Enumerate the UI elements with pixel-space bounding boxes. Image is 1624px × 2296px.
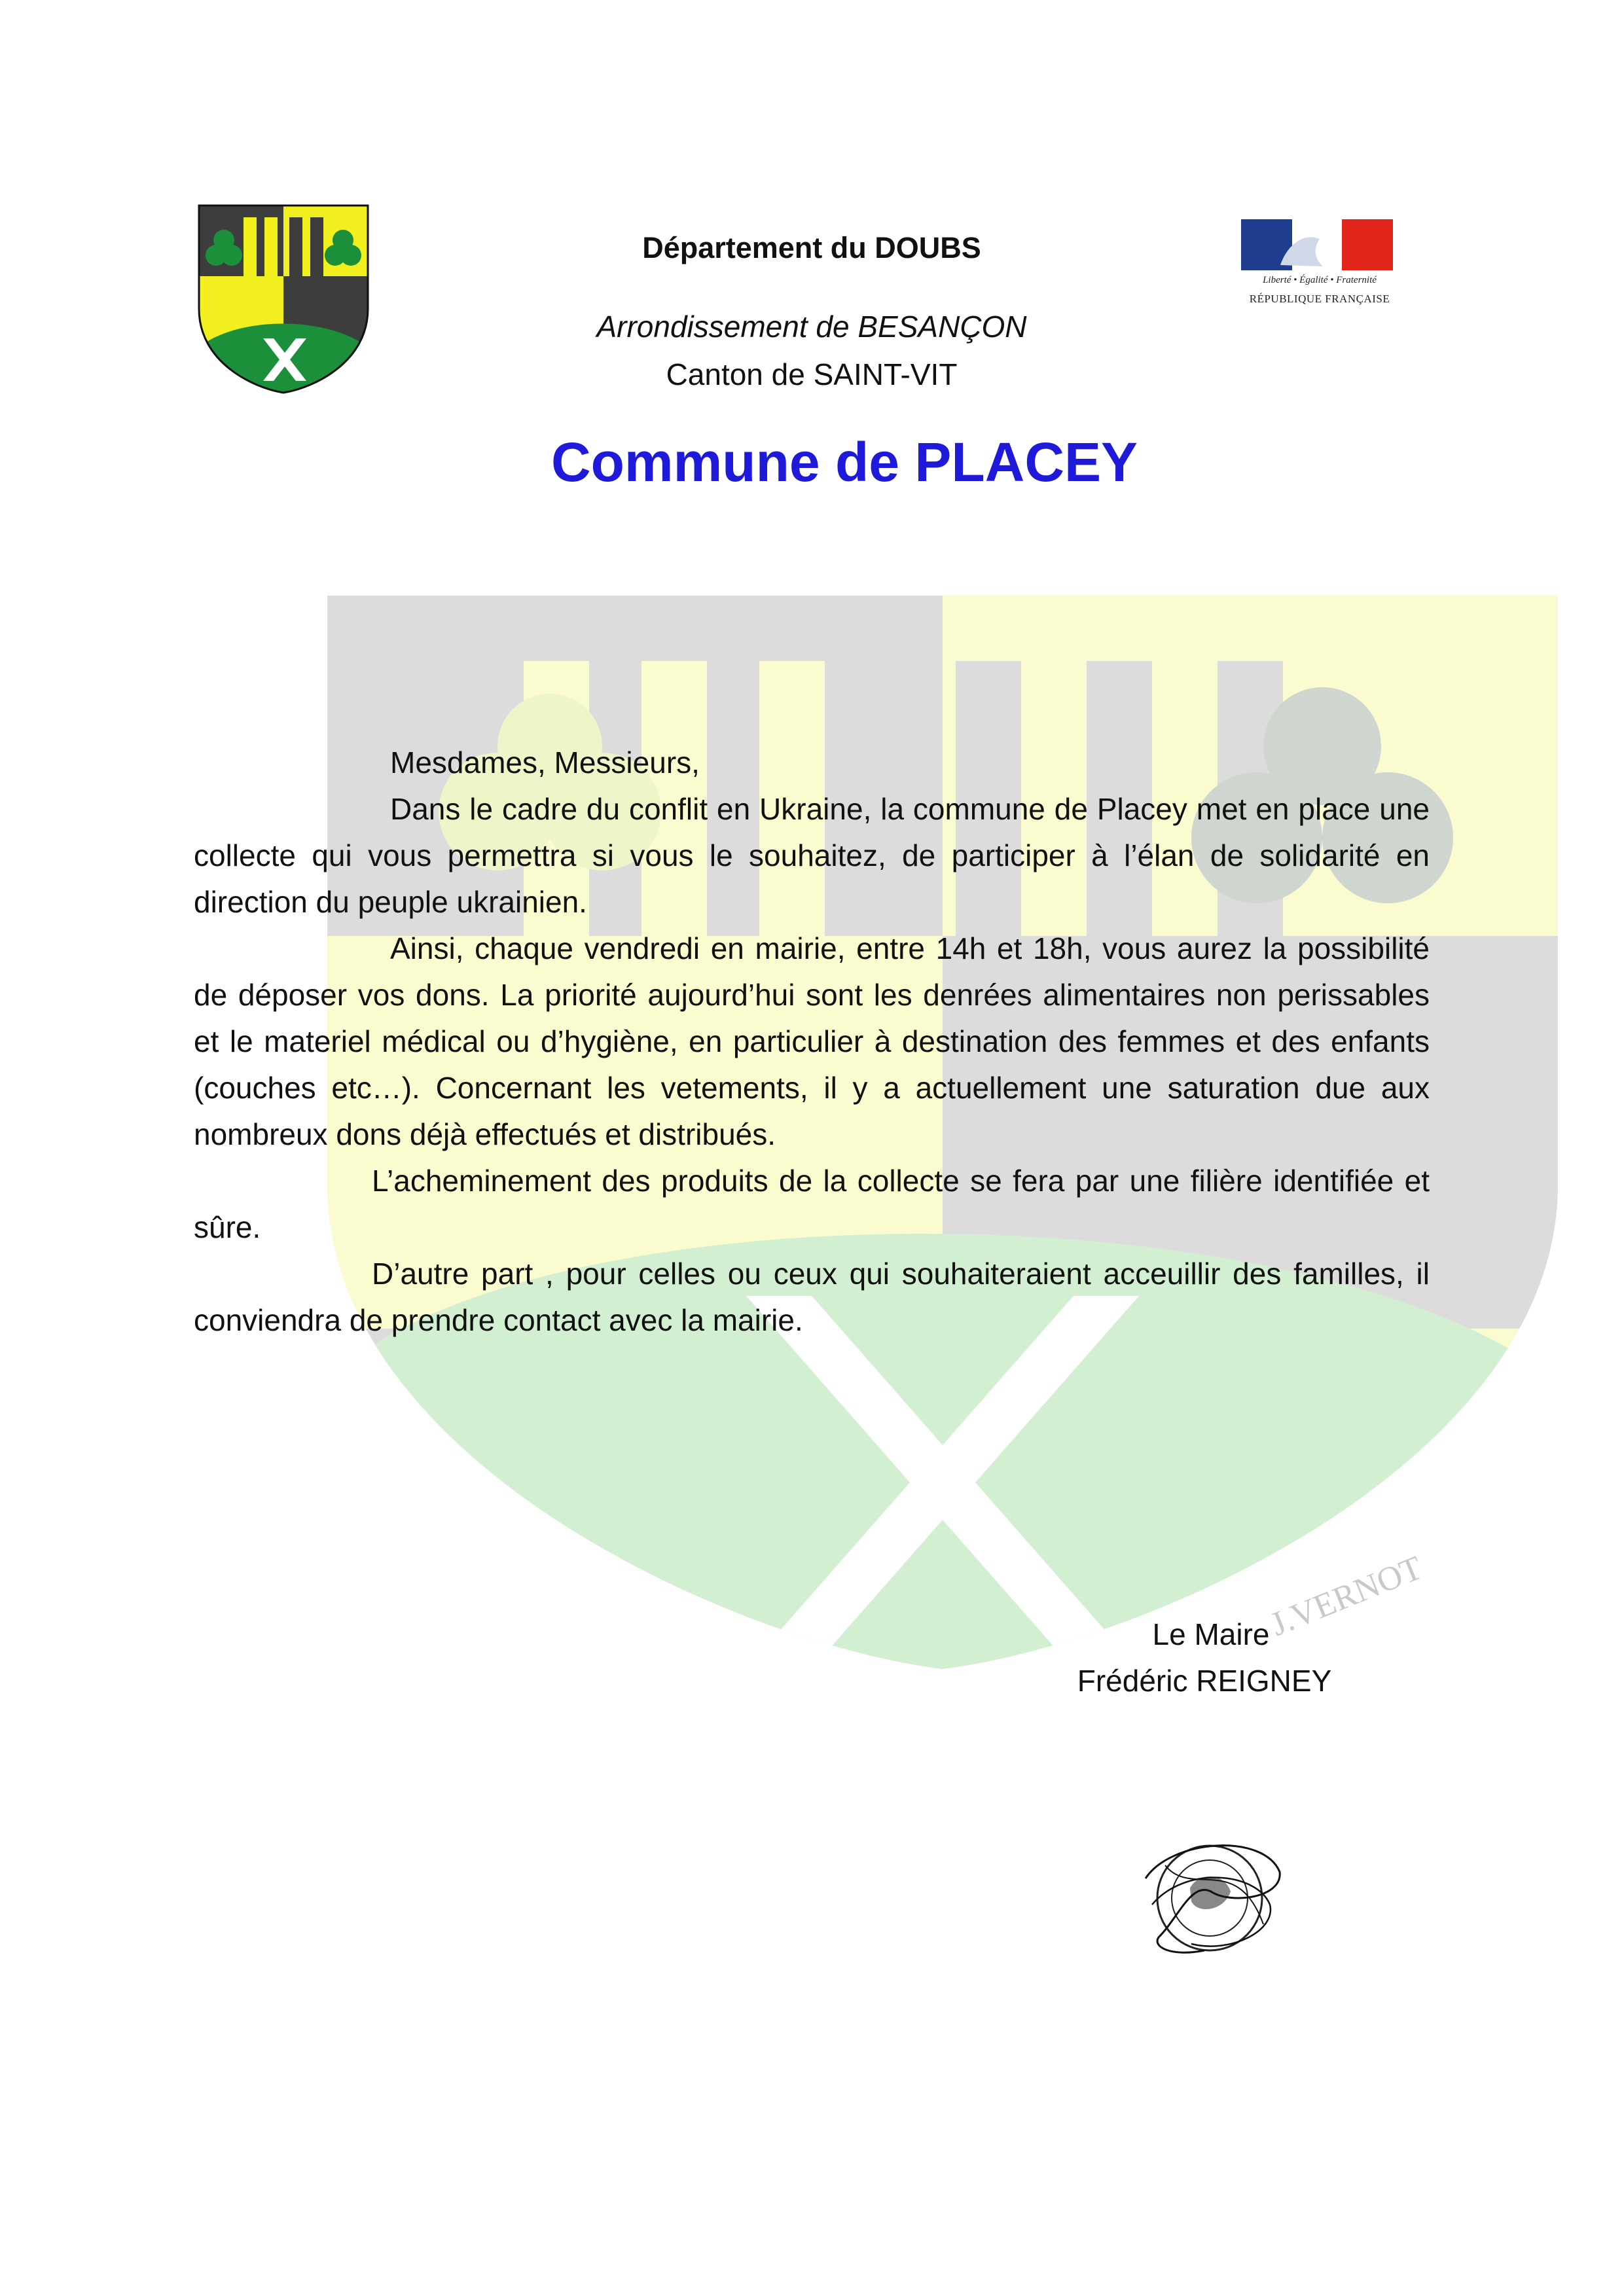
marianne-flag-icon (1241, 219, 1393, 270)
signature-name: Frédéric REIGNEY (1077, 1664, 1332, 1698)
arrondissement-line: Arrondissement de BESANÇON (596, 310, 1027, 344)
paragraph-1: Dans le cadre du conflit en Ukraine, la commune de Placey met en place une collecte qui vous permettra si vous le souhaitez, de participer à l’élan de solidarité en direction du peuple ukrainien. (194, 792, 1430, 919)
official-stamp-icon (1132, 1826, 1290, 1964)
rf-name: RÉPUBLIQUE FRANÇAISE (1249, 293, 1390, 305)
signature-title: Le Maire (1152, 1617, 1270, 1651)
rf-motto: Liberté • Égalité • Fraternité (1263, 275, 1377, 285)
department-title: Département du DOUBS (642, 231, 981, 264)
paragraph-2: Ainsi, chaque vendredi en mairie, entre 14h et 18h, vous aurez la possibilité de déposer vos dons. La priorité aujourd’hui sont les denrées alimentaires non perissables et le materiel médical ou d’hygiène, en particulier à destination des femmes et des enfants (couches etc…). Concernant les vetements, il y a actuellement une saturation due aux nombreux dons déjà effectués et distribués. (194, 931, 1430, 1151)
commune-title: Commune de PLACEY (550, 431, 1138, 493)
republique-francaise-logo (1241, 219, 1398, 314)
canton-line: Canton de SAINT-VIT (666, 357, 958, 391)
watermark-signature: J.VERNOT (1265, 1549, 1428, 1644)
salutation: Mesdames, Messieurs, (390, 745, 700, 780)
paragraph-4: D’autre part , pour celles ou ceux qui souhaiteraient acceuillir des familles, il conviendra de prendre contact avec la mairie. (194, 1257, 1430, 1337)
paragraph-3: L’acheminement des produits de la collecte se fera par une filière identifiée et sûre. (194, 1164, 1430, 1244)
letter-body (194, 740, 1430, 1344)
coat-of-arms-icon (198, 204, 369, 394)
